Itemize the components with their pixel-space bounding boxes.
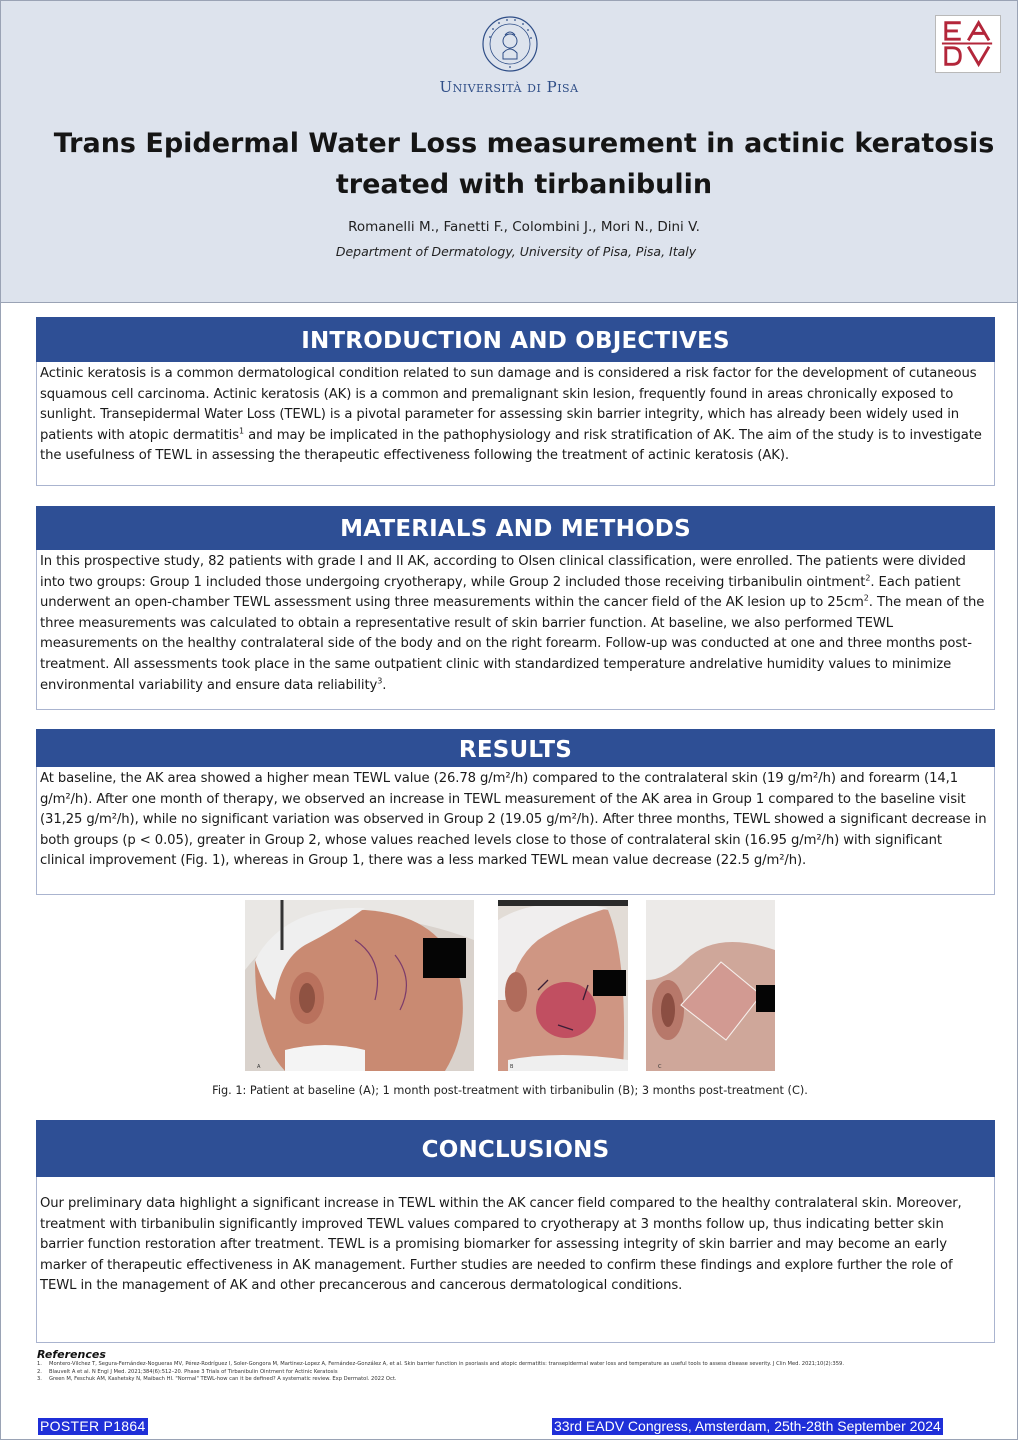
conclusions-section [36, 1177, 995, 1343]
reference-item [37, 1361, 997, 1369]
reference-list [37, 1361, 997, 1384]
poster-id-badge: POSTER P1864 [40, 1418, 146, 1434]
results-text: At baseline, the AK area showed a higher mean TEWL value (26.78 g/m²/h) compared to the contralateral skin (19 g/m²/h) and forearm (14,1 g/m²/h). After one month of therapy, we observed an increase in TEWL measurement of the AK area in Group 1 compared to the baseline visit (31,25 g/m²/h), while no significant variation was observed in Group 2 (19.05 g/m²/h). After three months, TEWL showed a significant decrease in both groups (p < 0.05), greater in Group 2, whose values reached levels close to those of contralateral skin (16.95 g/m²/h) with significant clinical improvement (Fig. 1), whereas in Group 1, there was a less marked TEWL mean value decrease (22.5 g/m²/h). [40, 771, 987, 869]
patient-face-photo-icon [646, 900, 775, 1071]
poster-header [1, 1, 1017, 303]
eadv-logo-icon [936, 16, 1000, 72]
title-line-1: Trans Epidermal Water Loss measurement in actinic keratosis [53, 128, 995, 159]
patient-face-photo-icon [245, 900, 474, 1071]
intro-section [36, 362, 995, 486]
methods-text-d: . [382, 677, 387, 693]
author-list: Romanelli M., Fanetti F., Colombini J., Mori N., Dini V. [348, 219, 700, 235]
figure-label-c: C [658, 1064, 662, 1070]
intro-text [37, 362, 994, 467]
figure-caption: Fig. 1: Patient at baseline (A); 1 month post-treatment with tirbanibulin (B); 3 months post-treatment (C). [212, 1084, 808, 1097]
reference-text: Blauvelt A et al. N Engl J Med. 2021;384(6):512–20. Phase 3 Trials of Tirbanibulin Ointment for Actinic Keratosis [49, 1368, 338, 1375]
citation-3: 3 [377, 676, 383, 686]
university-seal-icon [481, 15, 539, 73]
reference-item [37, 1369, 997, 1377]
reference-number: 3. [37, 1376, 42, 1383]
conclusions-text: Our preliminary data highlight a significant increase in TEWL within the AK cancer field compared to the healthy contralateral skin. Moreover, treatment with tirbanibulin significantly improved TEWL values compared to cryotherapy at 3 months follow up, thus indicating better skin barrier function restoration after treatment. TEWL is a promising biomarker for assessing integrity of skin barrier and may become an early marker of therapeutic effectiveness in AK management. Further studies are needed to confirm these findings and explore further the role of TEWL in the management of AK and other precancerous and cancerous dermatological conditions. [40, 1196, 962, 1294]
unit-superscript: 2 [863, 593, 869, 603]
methods-text-a: In this prospective study, 82 patients with grade I and II AK, according to Olsen clinical classification, were enrolled. The patients were divided into two groups: Group 1 included those undergoing cryotherapy, while Group 2 included those receiving tirbanibulin ointment [40, 554, 966, 590]
methods-section [36, 550, 995, 710]
congress-info-badge: 33rd EADV Congress, Amsterdam, 25th-28th September 2024 [554, 1418, 941, 1434]
figure-label-a: A [257, 1064, 261, 1070]
citation-1: 1 [239, 426, 245, 436]
citation-2: 2 [865, 573, 871, 583]
reference-number: 2. [37, 1368, 42, 1375]
reference-text: Montero-Vilchez T, Segura-Fernández-Nogueras MV, Pérez-Rodríguez I, Soler-Gongora M, Martinez-Lopez A, Fernández-González A, et al. Skin barrier function in psoriasis and atopic dermatitis: transepidermal water loss and temperature as useful tools to assess disease severity. J Clin Med. 2021;10(2):359. [49, 1361, 844, 1367]
eadv-logo [935, 15, 1001, 73]
reference-item [37, 1376, 997, 1384]
results-heading: RESULTS [36, 729, 995, 767]
reference-text: Green M, Feschuk AM, Kashetsky N, Maibach HI. "Normal" TEWL-how can it be defined? A systematic review. Exp Dermatol. 2022 Oct. [49, 1376, 397, 1383]
title-line-2: treated with tirbanibulin [335, 169, 713, 200]
poster-title [41, 123, 1007, 205]
methods-text-c: . The mean of the three measurements was calculated to obtain a representative result of skin barrier function. At baseline, we also performed TEWL measurements on the healthy contralateral side of the body and on the right forearm. Follow-up was conducted at one and three months post-treatment. All assessments took place in the same outpatient clinic with standardized temperature andrelative humidity values to minimize environmental variability and ensure data reliability [40, 595, 985, 693]
references-title: References [37, 1348, 106, 1361]
methods-heading: MATERIALS AND METHODS [36, 506, 995, 550]
intro-heading: INTRODUCTION AND OBJECTIVES [36, 317, 995, 362]
affiliation: Department of Dermatology, University of Pisa, Pisa, Italy [335, 244, 697, 259]
results-section [36, 767, 995, 895]
figure-label-b: B [510, 1064, 514, 1070]
references [37, 1348, 997, 1384]
conclusions-heading: CONCLUSIONS [36, 1120, 995, 1177]
patient-photo-baseline [245, 900, 474, 1071]
patient-face-photo-icon [498, 900, 628, 1071]
methods-text-b: . Each patient underwent an open-chamber TEWL assessment using three measurements within the cancer field of the AK lesion up to 25cm [40, 574, 961, 611]
intro-text-b: and may be implicated in the pathophysiology and risk stratification of AK. The aim of the study is to investigate the usefulness of TEWL in assessing the therapeutic effectiveness following the treatment of actinic keratosis (AK). [40, 427, 982, 464]
methods-text [37, 550, 994, 696]
patient-photo-1-month [498, 900, 628, 1071]
university-name: Università di Pisa [439, 78, 579, 96]
patient-photo-3-months [646, 900, 775, 1071]
reference-number: 1. [37, 1361, 42, 1367]
intro-text-a: Actinic keratosis is a common dermatological condition related to sun damage and is considered a risk factor for the development of cutaneous squamous cell carcinoma. Actinic keratosis (AK) is a common and premalignant skin lesion, frequently found in areas chronically exposed to sunlight. Transepidermal Water Loss (TEWL) is a pivotal parameter for assessing skin barrier integrity, which has already been widely used in patients with atopic dermatitis [40, 366, 977, 443]
